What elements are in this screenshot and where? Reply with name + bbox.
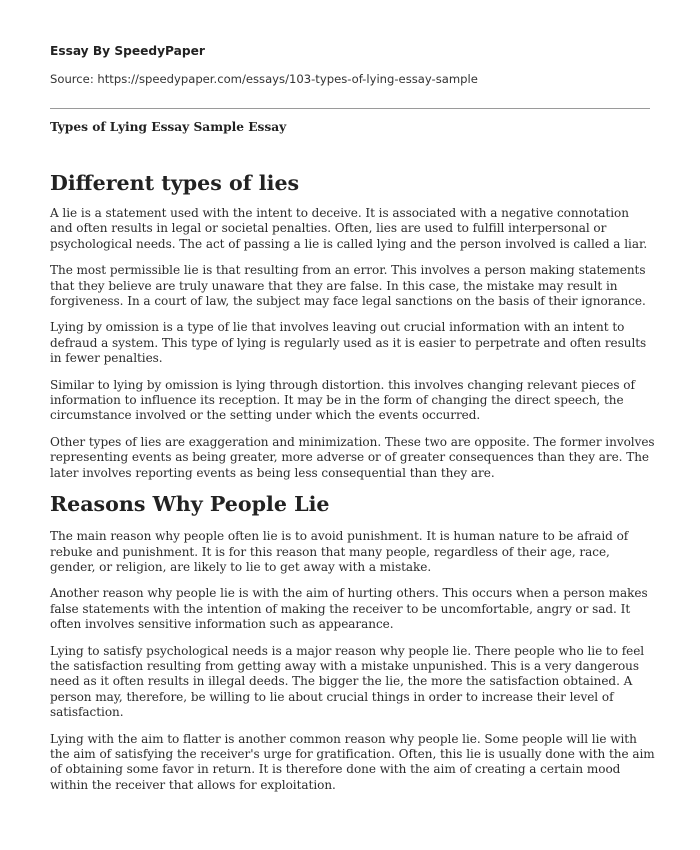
site-title: Essay By SpeedyPaper: [50, 44, 205, 58]
section-heading-types-of-lies: Different types of lies: [50, 171, 300, 195]
paragraph: The main reason why people often lie is to avoid punishment. It is human nature to be afraid of rebuke and punishment. It is for this reason that many people, regardless of their age, race, gender, or religion, are likely to lie to get away with a mistake.: [50, 529, 629, 574]
source-line: Source: https://speedypaper.com/essays/103-types-of-lying-essay-sample: [50, 72, 478, 86]
paragraph: Another reason why people lie is with the aim of hurting others. This occurs when a person makes false statements with the intention of making the receiver to be uncomfortable, angry or sad. It often involves sensitive information such as appearance.: [50, 586, 648, 632]
paragraph: The most permissible lie is that resulting from an error. This involves a person making statements that they believe are truly unaware that they are false. In this case, the mistake may result in forgiveness. In a court of law, the subject may face legal sanctions on the basis of their ignorance.: [50, 263, 646, 309]
essay-body: [50, 170, 655, 793]
paragraph: A lie is a statement used with the intent to deceive. It is associated with a negative connotation and often results in legal or societal penalties. Often, lies are used to fulfill interpersonal or psychological needs. The act of passing a lie is called lying and the person involved is called a liar.: [50, 206, 648, 251]
paragraph: Lying with the aim to flatter is another common reason why people lie. Some people will lie with the aim of satisfying the receiver's urge for gratification. Often, this lie is usually done with the aim of obtaining some favor in return. It is therefore done with the aim of creating a certain mood within the receiver that allows for exploitation.: [50, 731, 655, 792]
paragraph: Other types of lies are exaggeration and minimization. These two are opposite. The former involves representing events as being greater, more adverse or of greater consequences than they are. The later involves reporting events as being less consequential than they are.: [50, 434, 655, 480]
paragraph: Similar to lying by omission is lying through distortion. this involves changing relevant pieces of information to influence its reception. It may be in the form of changing the direct speech, the circumstance involved or the setting under which the events occurred.: [50, 377, 635, 423]
section-heading-reasons-why-people-lie: Reasons Why People Lie: [50, 492, 330, 517]
essay-title: Types of Lying Essay Sample Essay: [50, 120, 287, 134]
paragraph: Lying to satisfy psychological needs is a major reason why people lie. There people who lie to feel the satisfaction resulting from getting away with a mistake unpunished. This is a very dangerous need as it often results in illegal deeds. The bigger the lie, the more the satisfaction obtained. A person may, therefore, be willing to lie about crucial things in order to increase their level of satisfaction.: [50, 643, 645, 720]
header-divider: [50, 108, 650, 109]
paragraph: Lying by omission is a type of lie that involves leaving out crucial information with an intent to defraud a system. This type of lying is regularly used as it is easier to perpetrate and often results in fewer penalties.: [50, 320, 647, 366]
